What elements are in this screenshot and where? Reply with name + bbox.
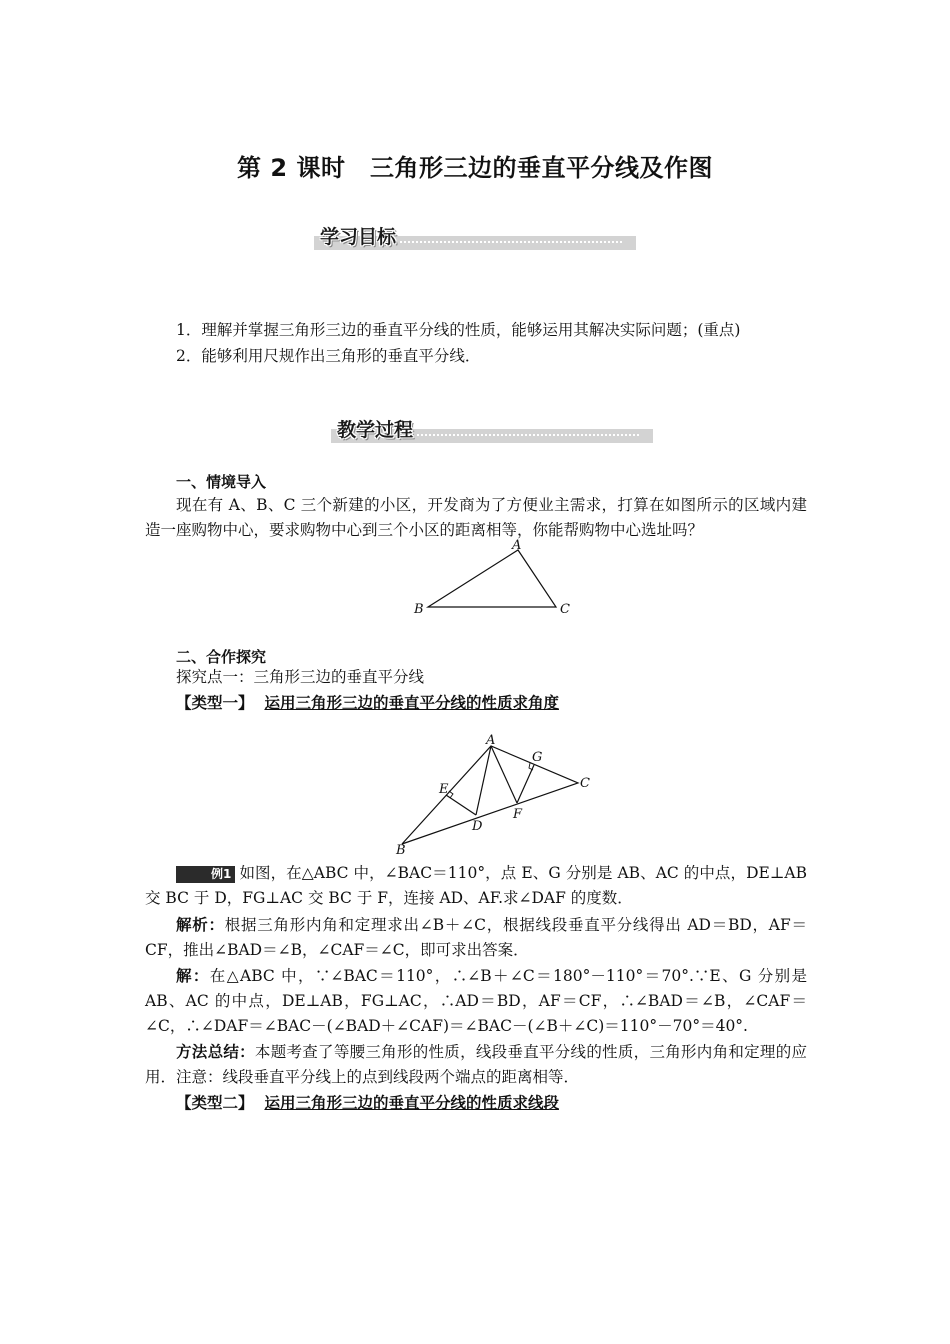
part1-heading: 一、情境导入: [176, 473, 267, 491]
example-badge: 例1: [176, 866, 235, 883]
type2-title: 运用三角形三边的垂直平分线的性质求线段: [264, 1094, 559, 1112]
process-banner: [331, 419, 653, 443]
label-g: G: [532, 750, 543, 765]
label-e: E: [439, 782, 449, 797]
segment-af: [491, 746, 517, 803]
type2-line: [176, 1090, 559, 1116]
explore-point-1: 探究点一：三角形三边的垂直平分线: [176, 668, 425, 686]
type1-title: 运用三角形三边的垂直平分线的性质求角度: [264, 694, 559, 712]
solution-text: 在△ABC 中，∵∠BAC＝110°，∴∠B＋∠C＝180°－110°＝70°.∵E、G 分别是 AB、AC 的中点，DE⊥AB，FG⊥AC，∴AD＝BD，AF＝CF，∴∠BAD＝∠B，∠CAF＝∠C，∴∠DAF＝∠BAC－(∠BAD＋∠CAF)＝∠BAC－(∠B＋∠C)＝110°－70°＝40°.: [145, 967, 807, 1035]
summary-label: 方法总结：: [176, 1043, 255, 1061]
label-b: B: [396, 843, 406, 857]
label-c: C: [580, 776, 590, 791]
solution-label: 解：: [176, 967, 210, 985]
banner-dotted-line: [400, 241, 622, 243]
label-a: A: [512, 538, 522, 553]
objective-2: 2．能够利用尺规作出三角形的垂直平分线．: [176, 347, 481, 365]
solution: [145, 964, 807, 1039]
part1-text-content: 现在有 A、B、C 三个新建的小区，开发商为了方便业主需求，打算在如图所示的区域内建造一座购物中心，要求购物中心到三个小区的距离相等，你能帮购物中心选址吗？: [145, 496, 807, 539]
label-a: A: [486, 733, 496, 748]
label-f: F: [513, 807, 523, 822]
type1-line: [176, 690, 559, 716]
triangle-abc: [402, 746, 578, 844]
banner-dotted-line: [417, 434, 639, 436]
analysis: [145, 913, 807, 963]
segment-ad: [476, 746, 491, 815]
figure-example-1: [390, 732, 600, 857]
type1-tag: 【类型一】: [176, 694, 254, 712]
type2-tag: 【类型二】: [176, 1094, 254, 1112]
label-d: D: [472, 819, 483, 834]
process-banner-label: 教学过程: [337, 419, 414, 441]
label-c: C: [560, 602, 570, 617]
figure-triangle-abc: [400, 535, 590, 620]
page-title: 第 2 课时 三角形三边的垂直平分线及作图: [237, 154, 713, 182]
objectives-banner: [314, 226, 636, 250]
method-summary: [145, 1040, 807, 1090]
segment-fg: [517, 765, 534, 803]
objectives-banner-label: 学习目标: [320, 226, 397, 248]
triangle-abc-outline: [428, 550, 556, 607]
example-text: 如图，在△ABC 中，∠BAC＝110°，点 E、G 分别是 AB、AC 的中点，DE⊥AB 交 BC 于 D，FG⊥AC 交 BC 于 F，连接 AD、AF.求∠DAF 的度数．: [145, 864, 807, 907]
example-1: [145, 861, 807, 911]
part2-heading: 二、合作探究: [176, 648, 267, 666]
analysis-text: 根据三角形内角和定理求出∠B＋∠C，根据线段垂直平分线得出 AD＝BD，AF＝CF，推出∠BAD＝∠B，∠CAF＝∠C，即可求出答案．: [145, 916, 807, 959]
summary-text: 本题考查了等腰三角形的性质，线段垂直平分线的性质，三角形内角和定理的应用．注意：线段垂直平分线上的点到线段两个端点的距离相等．: [145, 1043, 807, 1086]
objective-1: 1．理解并掌握三角形三边的垂直平分线的性质，能够运用其解决实际问题；(重点): [176, 321, 741, 339]
label-b: B: [414, 602, 424, 617]
analysis-label: 解析：: [176, 916, 225, 934]
